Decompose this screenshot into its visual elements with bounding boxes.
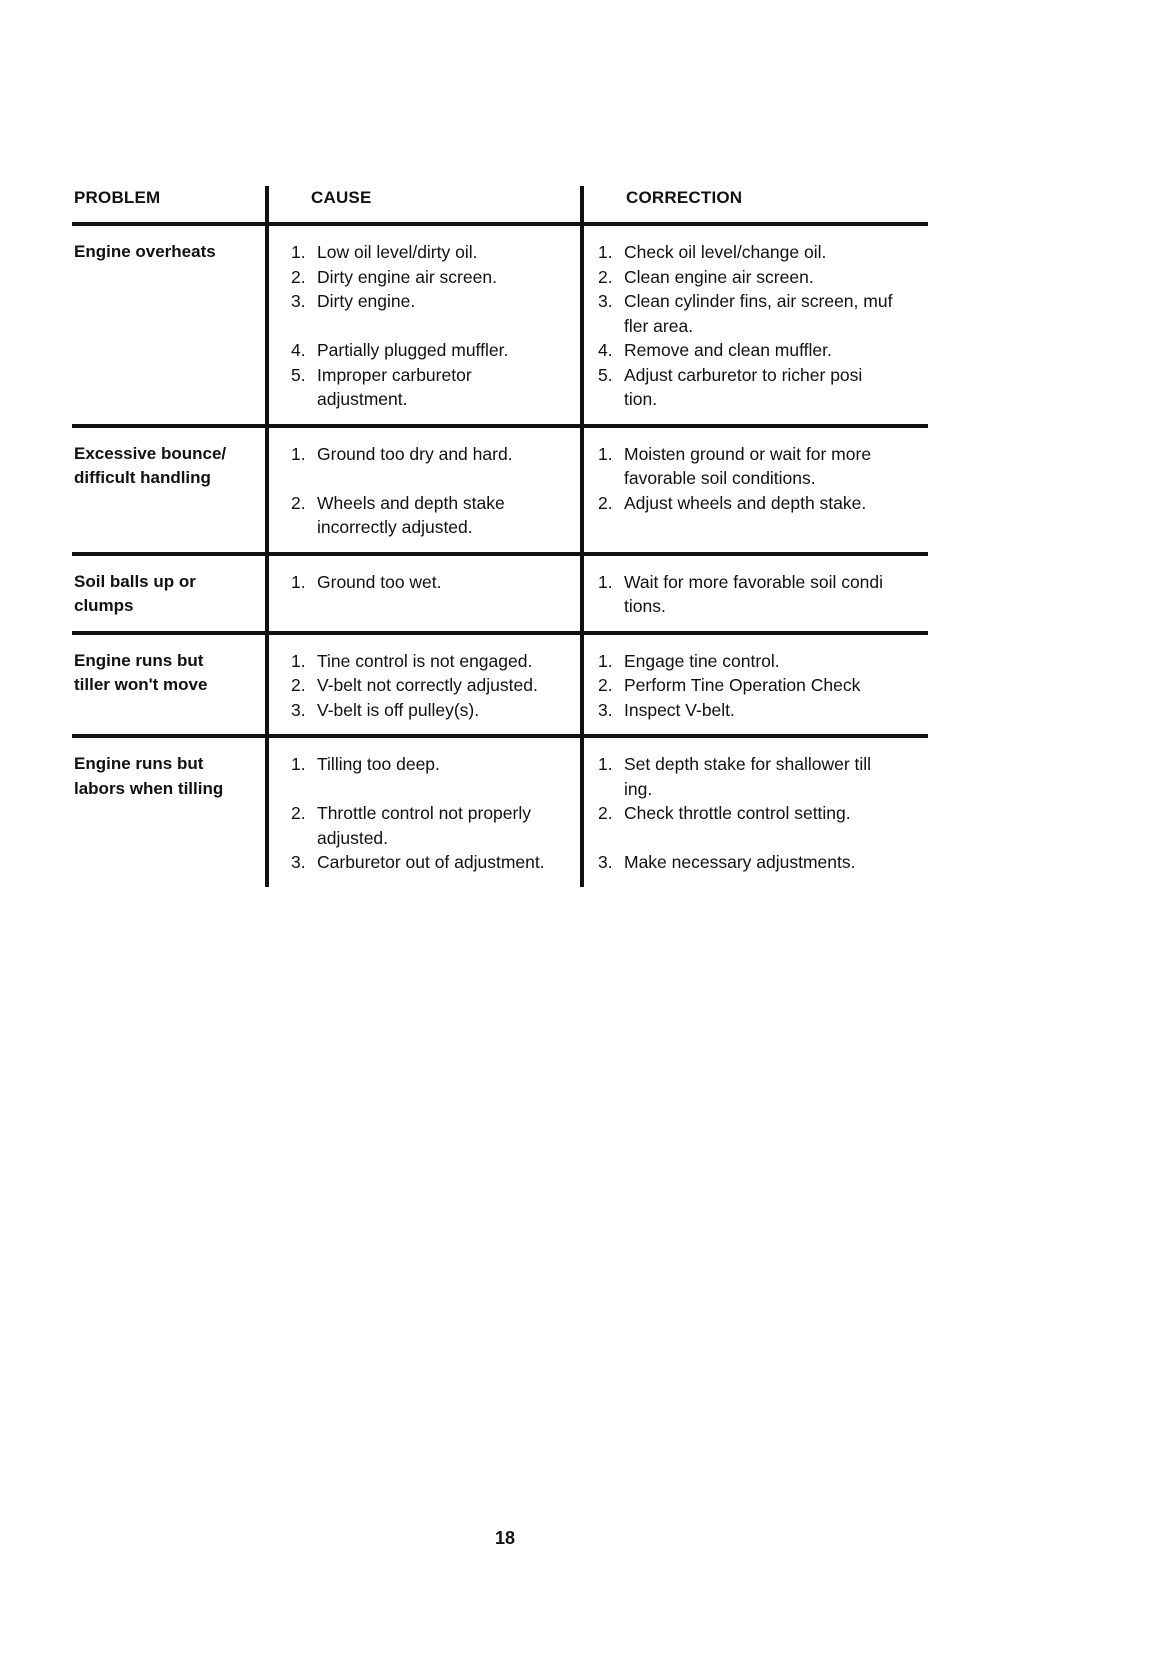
correction-list bbox=[580, 556, 928, 631]
cause-item: 1. Ground too wet. bbox=[291, 571, 442, 592]
header-problem: PROBLEM bbox=[74, 188, 161, 207]
correction-item: 2. Check throttle control setting. bbox=[598, 803, 851, 823]
cause-item: 4. Partially plugged muffler. bbox=[291, 340, 509, 360]
page-number: 18 bbox=[494, 1528, 516, 1548]
troubleshooting-table bbox=[72, 186, 928, 887]
correction-item: 1. Wait for more favorable soil condi tions. bbox=[598, 571, 884, 616]
cause-item: 1. Low oil level/dirty oil. bbox=[291, 242, 478, 262]
cause-item: 2. Throttle control not properly adjusted. bbox=[291, 803, 531, 848]
correction-item: 3. Clean cylinder fins, air screen, muf fler area. bbox=[598, 291, 893, 336]
cause-item: 3. V-belt is off pulley(s). bbox=[291, 699, 480, 720]
header-cause: CAUSE bbox=[265, 186, 580, 222]
correction-list bbox=[580, 738, 928, 887]
table-row bbox=[72, 738, 928, 887]
problem-label: Engine runs but labors when tilling bbox=[74, 754, 224, 798]
problem-label: Excessive bounce/ difficult handling bbox=[74, 443, 227, 487]
header-correction: CORRECTION bbox=[580, 186, 928, 222]
cause-list bbox=[265, 428, 580, 552]
problem-label: Engine runs but tiller won't move bbox=[74, 650, 208, 694]
correction-item: 1. Check oil level/change oil. bbox=[598, 242, 827, 262]
table-row bbox=[72, 428, 928, 552]
correction-item: 3. Inspect V-belt. bbox=[598, 699, 735, 720]
cause-list bbox=[265, 226, 580, 424]
cause-item: 3. Dirty engine. bbox=[291, 291, 416, 311]
cause-list bbox=[265, 635, 580, 735]
table-header-row bbox=[72, 186, 928, 222]
correction-item: 2. Clean engine air screen. bbox=[598, 266, 814, 287]
cause-item: 2. Dirty engine air screen. bbox=[291, 266, 497, 287]
problem-label: Engine overheats bbox=[74, 242, 216, 261]
correction-list bbox=[580, 428, 928, 552]
problem-label: Soil balls up or clumps bbox=[74, 571, 196, 615]
cause-list bbox=[265, 556, 580, 631]
correction-list bbox=[580, 635, 928, 735]
cause-item: 5. Improper carburetor adjustment. bbox=[291, 364, 472, 409]
cause-item: 1. Ground too dry and hard. bbox=[291, 443, 513, 464]
correction-item: 1. Set depth stake for shallower till ing. bbox=[598, 754, 872, 799]
correction-item: 3. Make necessary adjustments. bbox=[598, 852, 856, 872]
table-row bbox=[72, 556, 928, 631]
correction-item: 4. Remove and clean muffler. bbox=[598, 340, 832, 360]
cause-item: 2. V-belt not correctly adjusted. bbox=[291, 675, 538, 695]
correction-item: 2. Perform Tine Operation Check bbox=[598, 675, 861, 695]
correction-item: 2. Adjust wheels and depth stake. bbox=[598, 492, 867, 513]
correction-item: 5. Adjust carburetor to richer posi tion. bbox=[598, 364, 863, 409]
cause-item: 2. Wheels and depth stake incorrectly adjusted. bbox=[291, 492, 505, 537]
correction-item: 1. Engage tine control. bbox=[598, 650, 780, 671]
table-row bbox=[72, 226, 928, 424]
cause-item: 3. Carburetor out of adjustment. bbox=[291, 852, 545, 872]
correction-item: 1. Moisten ground or wait for more favorable soil conditions. bbox=[598, 443, 872, 488]
correction-list bbox=[580, 226, 928, 424]
cause-item: 1. Tine control is not engaged. bbox=[291, 650, 533, 671]
cause-list bbox=[265, 738, 580, 887]
cause-item: 1. Tilling too deep. bbox=[291, 754, 440, 774]
table-row bbox=[72, 635, 928, 735]
